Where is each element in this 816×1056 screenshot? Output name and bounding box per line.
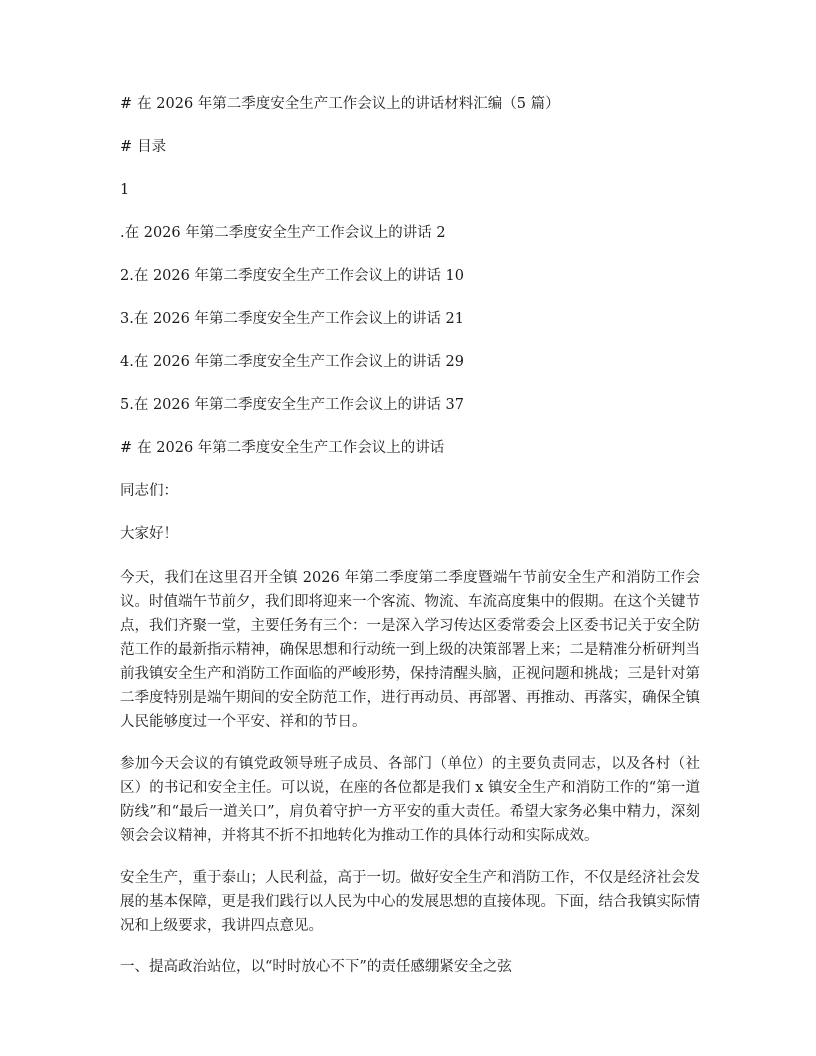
section-heading-text: 在 2026 年第二季度安全生产工作会议上的讲话 [137,440,445,456]
toc-number: 1 [120,182,130,198]
heading-hash-mark: # [120,440,133,456]
body-paragraph: 安全生产，重于泰山；人民利益，高于一切。做好安全生产和消防工作，不仅是经济社会发展的基本保障，更是我们践行以人民为中心的发展思想的直接体现。下面，结合我镇实际情况和上级要求，我讲四点意见。 [120,870,700,934]
toc-heading [120,136,700,158]
greeting-everyone: 大家好！ [120,526,178,542]
document-body [120,93,700,999]
document-title [120,93,700,115]
body-paragraph: 参加今天会议的有镇党政领导班子成员、各部门（单位）的主要负责同志，以及各村（社区）的书记和安全主任。可以说，在座的各位都是我们 x 镇安全生产和消防工作的“第一道防线”和“最后一道关口”，肩负着守护一方平安的重大责任。希望大家务必集中精力，深刻领会会议精神，并将其不折不扣地转化为推动工作的具体行动和实际成效。 [120,756,700,844]
toc-item: .在 2026 年第二季度安全生产工作会议上的讲话 2 [120,225,446,241]
document-title-text: 在 2026 年第二季度安全生产工作会议上的讲话材料汇编（5 篇） [137,96,560,112]
greeting-comrades: 同志们： [120,483,178,499]
heading-hash-mark: # [120,96,133,112]
toc-item: 3.在 2026 年第二季度安全生产工作会议上的讲话 21 [120,311,465,327]
heading-hash-mark: # [120,139,133,155]
toc-item: 4.在 2026 年第二季度安全生产工作会议上的讲话 29 [120,354,465,370]
section-heading [120,437,700,459]
toc-heading-text: 目录 [137,139,167,155]
body-paragraph: 今天，我们在这里召开全镇 2026 年第二季度第二季度暨端午节前安全生产和消防工作会议。时值端午节前夕，我们即将迎来一个客流、物流、车流高度集中的假期。在这个关键节点，我们齐聚一堂，主要任务有三个：一是深入学习传达区委常委会上区委书记关于安全防范工作的最新指示精神，确保思想和行动统一到上级的决策部署上来；二是精准分析研判当前我镇安全生产和消防工作面临的严峻形势，保持清醒头脑，正视问题和挑战；三是针对第二季度特别是端午期间的安全防范工作，进行再动员、再部署、再推动、再落实，确保全镇人民能够度过一个平安、祥和的节日。 [120,570,700,730]
toc-item: 2.在 2026 年第二季度安全生产工作会议上的讲话 10 [120,268,465,284]
toc-item: 5.在 2026 年第二季度安全生产工作会议上的讲话 37 [120,397,465,413]
subheading: 一、提高政治站位，以“时时放心不下”的责任感绷紧安全之弦 [120,959,512,975]
